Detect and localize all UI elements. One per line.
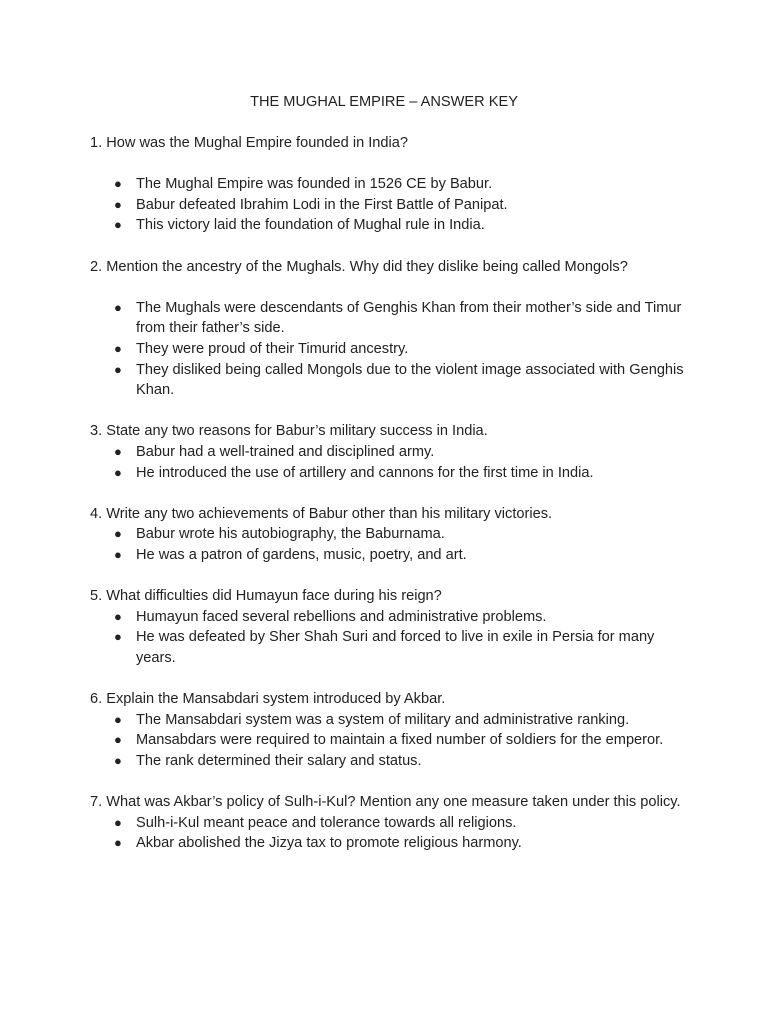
bullet-icon: ● <box>114 711 122 727</box>
question-6-text: 6. Explain the Mansabdari system introduced by Akbar. <box>90 691 446 708</box>
question-4-text: 4. Write any two achievements of Babur other than his military victories. <box>90 505 553 522</box>
question-3-text: 3. State any two reasons for Babur’s military success in India. <box>90 423 488 440</box>
bullet-icon: ● <box>114 526 122 542</box>
bullet-icon: ● <box>114 629 122 645</box>
bullet-icon: ● <box>114 752 122 768</box>
bullet-icon: ● <box>114 340 122 356</box>
bullet-icon: ● <box>114 835 122 851</box>
answer-text: The rank determined their salary and status. <box>136 752 422 769</box>
question-block-3 <box>90 421 690 483</box>
question-block-5 <box>90 586 690 668</box>
bullet-icon: ● <box>114 546 122 562</box>
answer-list-4 <box>90 524 690 565</box>
question-7-text: 7. What was Akbar’s policy of Sulh-i-Kul? Mention any one measure taken under this policy. <box>90 794 681 810</box>
answer-list-7 <box>90 813 690 854</box>
answer-text: They disliked being called Mongols due to the violent image associated with Genghis Khan. <box>136 361 684 399</box>
bullet-icon: ● <box>114 196 122 212</box>
answer-text: This victory laid the foundation of Mughal rule in India. <box>136 217 485 234</box>
answer-text: Babur had a well-trained and disciplined army. <box>136 443 435 460</box>
answer-text: He introduced the use of artillery and cannons for the first time in India. <box>136 464 594 481</box>
document-title: THE MUGHAL EMPIRE – ANSWER KEY <box>250 94 518 110</box>
answer-text: Sulh-i-Kul meant peace and tolerance towards all religions. <box>136 814 517 831</box>
answer-item <box>90 751 690 772</box>
answer-text: The Mughals were descendants of Genghis Khan from their mother’s side and Timur from their father’s side. <box>136 299 682 337</box>
question-block-1 <box>90 133 690 236</box>
answer-list-6 <box>90 710 690 772</box>
answer-text: Mansabdars were required to maintain a fixed number of soldiers for the emperor. <box>136 732 664 749</box>
answer-item <box>90 627 690 668</box>
bullet-icon: ● <box>114 608 122 624</box>
answer-item <box>90 730 690 751</box>
answer-item <box>90 607 690 628</box>
bullet-icon: ● <box>114 217 122 233</box>
answer-item <box>90 813 690 834</box>
answer-list-3 <box>90 442 690 483</box>
question-block-4 <box>90 504 690 566</box>
answer-text: The Mughal Empire was founded in 1526 CE by Babur. <box>136 176 493 193</box>
answer-item <box>90 524 690 545</box>
answer-text: They were proud of their Timurid ancestry. <box>136 340 409 357</box>
answer-text: Humayun faced several rebellions and administrative problems. <box>136 608 547 625</box>
question-5-text: 5. What difficulties did Humayun face during his reign? <box>90 588 442 605</box>
answer-item <box>90 195 690 216</box>
answer-item <box>90 174 690 195</box>
bullet-icon: ● <box>114 814 122 830</box>
answer-text: Babur defeated Ibrahim Lodi in the First Battle of Panipat. <box>136 196 508 213</box>
answer-item <box>90 360 690 401</box>
question-block-6 <box>90 689 690 771</box>
bullet-icon: ● <box>114 299 122 315</box>
question-block-2 <box>90 257 690 401</box>
answer-item <box>90 215 690 236</box>
question-block-7 <box>90 792 690 854</box>
answer-item <box>90 339 690 360</box>
answer-text: He was a patron of gardens, music, poetry, and art. <box>136 546 467 563</box>
answer-list-5 <box>90 607 690 669</box>
bullet-icon: ● <box>114 176 122 192</box>
answer-item <box>90 545 690 566</box>
answer-item <box>90 298 690 339</box>
answer-list-1 <box>90 174 690 236</box>
answer-item <box>90 833 690 854</box>
answer-item <box>90 710 690 731</box>
bullet-icon: ● <box>114 443 122 459</box>
answer-text: He was defeated by Sher Shah Suri and forced to live in exile in Persia for many years. <box>136 629 655 666</box>
answer-text: Babur wrote his autobiography, the Baburnama. <box>136 526 445 543</box>
answer-key-content <box>90 133 690 874</box>
bullet-icon: ● <box>114 464 122 480</box>
question-1-text: 1. How was the Mughal Empire founded in India? <box>90 135 409 151</box>
bullet-icon: ● <box>114 361 122 377</box>
bullet-icon: ● <box>114 732 122 748</box>
answer-list-2 <box>90 298 690 401</box>
answer-text: Akbar abolished the Jizya tax to promote religious harmony. <box>136 835 522 852</box>
answer-item <box>90 463 690 484</box>
answer-text: The Mansabdari system was a system of military and administrative ranking. <box>136 711 630 728</box>
question-2-text: 2. Mention the ancestry of the Mughals. Why did they dislike being called Mongols? <box>90 258 628 275</box>
answer-item <box>90 442 690 463</box>
